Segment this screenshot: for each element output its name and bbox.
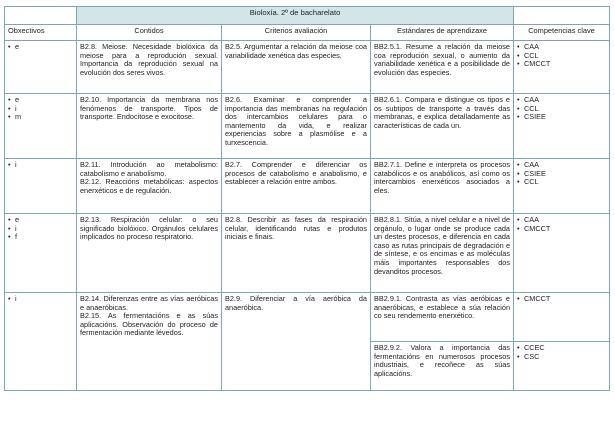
objectives-cell <box>5 293 77 391</box>
objective-item: • m <box>8 113 73 122</box>
header-objectives: Obxectivos <box>5 25 77 41</box>
competence-item: • CAA <box>517 161 606 170</box>
objective-item: • i <box>8 295 73 304</box>
standard-cell: BB2.5.1. Resume a relación da meiose coa reprodución sexual, o aumento da variabilidade xenética e a posibilidade de evolución das especies. <box>371 41 514 94</box>
curriculum-table <box>4 6 610 391</box>
competence-item: • CAA <box>517 96 606 105</box>
title-row <box>5 7 610 25</box>
table-row <box>5 159 610 214</box>
objectives-cell <box>5 214 77 293</box>
standard-cell: BB2.7.1. Define e interpreta os procesos catabólicos e os anabólicos, así como os intercambios enerxéticos asociados a eles. <box>371 159 514 214</box>
objective-item: • e <box>8 43 73 52</box>
objectives-cell <box>5 159 77 214</box>
competence-item: • CCL <box>517 52 606 61</box>
competences-cell <box>514 214 610 293</box>
competence-item: • CSC <box>517 353 606 362</box>
header-contents: Contidos <box>77 25 222 41</box>
header-criteria: Criterios avaliación <box>222 25 371 41</box>
criteria-cell: B2.5. Argumentar a relación da meiose coa variabilidade xenética das especies. <box>222 41 371 94</box>
competences-cell <box>514 293 610 342</box>
criteria-cell: B2.6. Examinar e comprender a importancia das membranas na regulación dos intercambios celulares para o mantemento da vida, e realizar experiencias sobre a plasmólise e a turxescencia. <box>222 94 371 159</box>
standard-cell: BB2.9.1. Contrasta as vías aeróbicas e anaeróbicas, e establece a súa relación co seu rendemento enerxético. <box>371 293 514 342</box>
competence-item: • CSIEE <box>517 113 606 122</box>
objective-item: • e <box>8 216 73 225</box>
competence-item: • CSIEE <box>517 170 606 179</box>
competence-item: • CMCCT <box>517 225 606 234</box>
table-row <box>5 41 610 94</box>
objectives-cell <box>5 41 77 94</box>
header-row <box>5 25 610 41</box>
competence-item: • CAA <box>517 43 606 52</box>
competence-item: • CAA <box>517 216 606 225</box>
title-blank-cell <box>514 7 610 25</box>
objective-item: • f <box>8 233 73 242</box>
contents-cell <box>77 41 222 94</box>
objective-item: • i <box>8 161 73 170</box>
standard-cell: BB2.6.1. Compara e distingue os tipos e os subtipos de transporte a través das membranas, e explica detalladamente as características de cada un. <box>371 94 514 159</box>
content-item: B2.8. Meiose. Necesidade biolóxica da meiose para a reprodución sexual. Importancia da reprodución sexual na evolución dos seres vivos. <box>80 42 218 77</box>
competence-item: • CCL <box>517 105 606 114</box>
criteria-cell: B2.9. Diferenciar a vía aeróbica da anaeróbica. <box>222 293 371 391</box>
competence-item: • CCL <box>517 178 606 187</box>
table-row <box>5 94 610 159</box>
competences-cell <box>514 41 610 94</box>
standard-cell: BB2.9.2. Valora a importancia das fermentacións en numerosos procesos industriais, e recoñece as súas aplicacións. <box>371 342 514 391</box>
objectives-cell <box>5 94 77 159</box>
table-title: Bioloxía. 2º de bacharelato <box>77 7 514 25</box>
contents-cell <box>77 293 222 391</box>
title-blank-cell <box>5 7 77 25</box>
content-item: B2.13. Respiración celular: o seu significado biolóxico. Orgánulos celulares implicados no proceso respiratorio. <box>80 215 218 242</box>
content-item: B2.10. Importancia da membrana nos fenómenos de transporte. Tipos de transporte. Endocitose e exocitose. <box>80 95 218 122</box>
criteria-cell: B2.8. Describir as fases da respiración celular, identificando rutas e produtos iniciais e finais. <box>222 214 371 293</box>
contents-cell <box>77 159 222 214</box>
contents-cell <box>77 94 222 159</box>
table-row <box>5 214 610 293</box>
competence-item: • CCEC <box>517 344 606 353</box>
standard-cell: BB2.8.1. Sitúa, a nivel celular e a nivel de orgánulo, o lugar onde se produce cada un destes procesos, e diferencia en cada caso as rutas principais de degradación e de síntese, e os encimas e as moléculas máis importantes responsables dos devanditos procesos. <box>371 214 514 293</box>
header-standards: Estándares de aprendizaxe <box>371 25 514 41</box>
contents-cell <box>77 214 222 293</box>
criteria-cell: B2.7. Comprender e diferenciar os procesos de catabolismo e anabolismo, e establecer a relación entre ambos. <box>222 159 371 214</box>
content-item: B2.15. As fermentacións e as súas aplicacións. Observación do proceso de fermentación mediante lévedos. <box>80 311 218 338</box>
content-item: B2.12. Reaccións metabólicas: aspectos enerxéticos e de regulación. <box>80 177 218 195</box>
competences-cell <box>514 159 610 214</box>
table-row <box>5 293 610 342</box>
competence-item: • CMCCT <box>517 60 606 69</box>
content-item: B2.11. Introdución ao metabolismo: catabolismo e anabolismo. <box>80 160 218 178</box>
competences-cell <box>514 94 610 159</box>
content-item: B2.14. Diferenzas entre as vías aeróbicas e anaeróbicas. <box>80 294 218 312</box>
header-competences: Competencias clave <box>514 25 610 41</box>
competence-item: • CMCCT <box>517 295 606 304</box>
objective-item: • i <box>8 105 73 114</box>
objective-item: • e <box>8 96 73 105</box>
objective-item: • i <box>8 225 73 234</box>
competences-cell <box>514 342 610 391</box>
